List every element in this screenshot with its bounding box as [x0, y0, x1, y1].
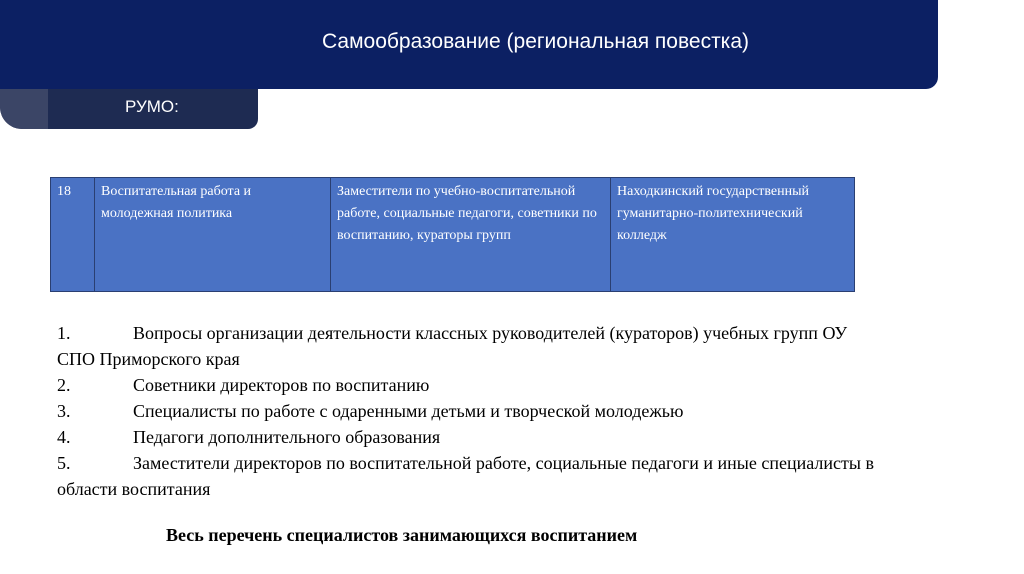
- page-title: Самообразование (региональная повестка): [322, 30, 750, 53]
- section-tab: [0, 89, 258, 129]
- table-cell-number: 18: [51, 178, 95, 292]
- table-cell-area: Воспитательная работа и молодежная политика: [95, 178, 331, 292]
- table-cell-organization: Находкинский государственный гуманитарно-политехнический колледж: [611, 178, 855, 292]
- list-item-number: 3.: [57, 401, 71, 421]
- list-item-number: 4.: [57, 427, 71, 447]
- section-tab-label: РУМО:: [125, 97, 179, 116]
- list-item-text: Заместители директоров по воспитательной работе, социальные педагоги и иные специалисты в области воспитания: [57, 453, 874, 499]
- header-banner: [0, 0, 938, 89]
- list-item-text: Советники директоров по воспитанию: [133, 375, 430, 395]
- info-table: [50, 177, 855, 292]
- list-item: [57, 320, 877, 372]
- numbered-list: [57, 320, 877, 502]
- list-item: [57, 372, 877, 398]
- table-cell-audience: Заместители по учебно-воспитательной работе, социальные педагоги, советники по воспитанию, кураторы групп: [331, 178, 611, 292]
- table-row: [51, 178, 855, 292]
- list-item-text: Педагоги дополнительного образования: [133, 427, 441, 447]
- footer-note: Весь перечень специалистов занимающихся воспитанием: [166, 525, 638, 545]
- list-item-text: Вопросы организации деятельности классных руководителей (кураторов) учебных групп ОУ СПО Приморского края: [57, 323, 848, 369]
- list-item-text: Специалисты по работе с одаренными детьми и творческой молодежью: [133, 401, 684, 421]
- list-item-number: 2.: [57, 375, 71, 395]
- list-item: [57, 424, 877, 450]
- list-item-number: 5.: [57, 453, 71, 473]
- list-item: [57, 398, 877, 424]
- list-item-number: 1.: [57, 323, 71, 343]
- list-item: [57, 450, 877, 502]
